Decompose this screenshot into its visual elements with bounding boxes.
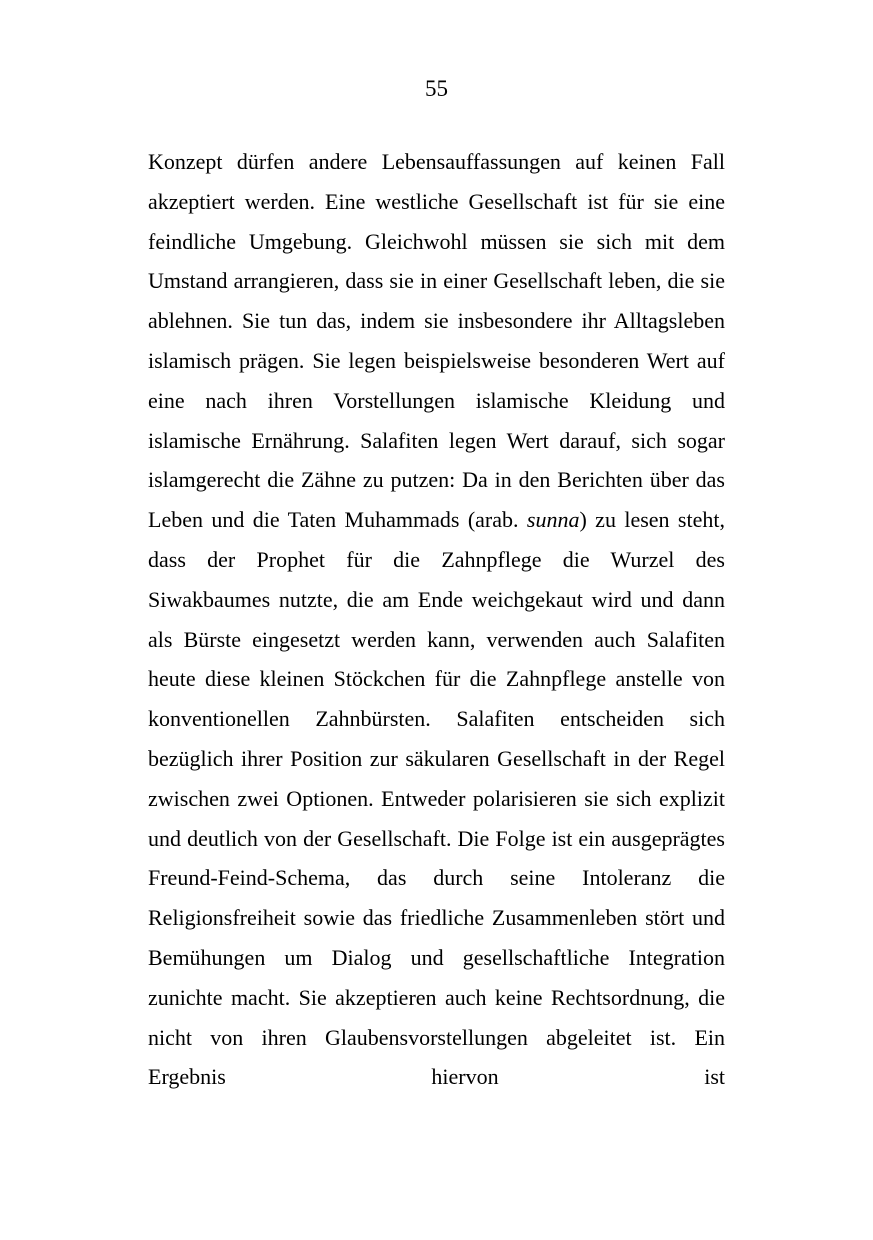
italic-term-sunna: sunna [526, 507, 580, 533]
body-paragraph [148, 142, 725, 1097]
body-text-part-1: Konzept dürfen andere Lebensauffassungen auf keinen Fall akzeptiert werden. Eine westliche Gesellschaft ist für sie eine feindliche Umgebung. Gleichwohl müssen sie sich mit dem Umstand arrangieren, dass sie in einer Gesellschaft leben, die sie ablehnen. Sie tun das, indem sie insbesondere ihr Alltagsleben islamisch prägen. Sie legen beispielsweise besonderen Wert auf eine nach ihren Vorstellungen islamische Kleidung und islamische Ernährung. Salafiten legen Wert darauf, sich sogar islamgerecht die Zähne zu putzen: Da in den Berichten über das Leben und die Taten Muhammads (arab. [148, 149, 725, 533]
page-number: 55 [425, 76, 448, 101]
body-text-part-2: ) zu lesen steht, dass der Prophet für die Zahnpflege die Wurzel des Siwakbaumes nutzte, die am Ende weichgekaut wird und dann als Bürste eingesetzt werden kann, verwenden auch Salafiten heute diese kleinen Stöckchen für die Zahnpflege anstelle von konventionellen Zahnbürsten. Salafiten entscheiden sich bezüglich ihrer Position zur säkularen Gesellschaft in der Regel zwischen zwei Optionen. Entweder polarisieren sie sich explizit und deutlich von der Gesellschaft. Die Folge ist ein ausgeprägtes Freund-Feind-Schema, das durch seine Intoleranz die Religionsfreiheit sowie das friedliche Zusammenleben stört und Bemühungen um Dialog und gesellschaftliche Integration zunichte macht. Sie akzeptieren auch keine Rechtsordnung, die nicht von ihren Glaubensvorstellungen abgeleitet ist. Ein Ergebnis hiervon ist [148, 507, 725, 1090]
